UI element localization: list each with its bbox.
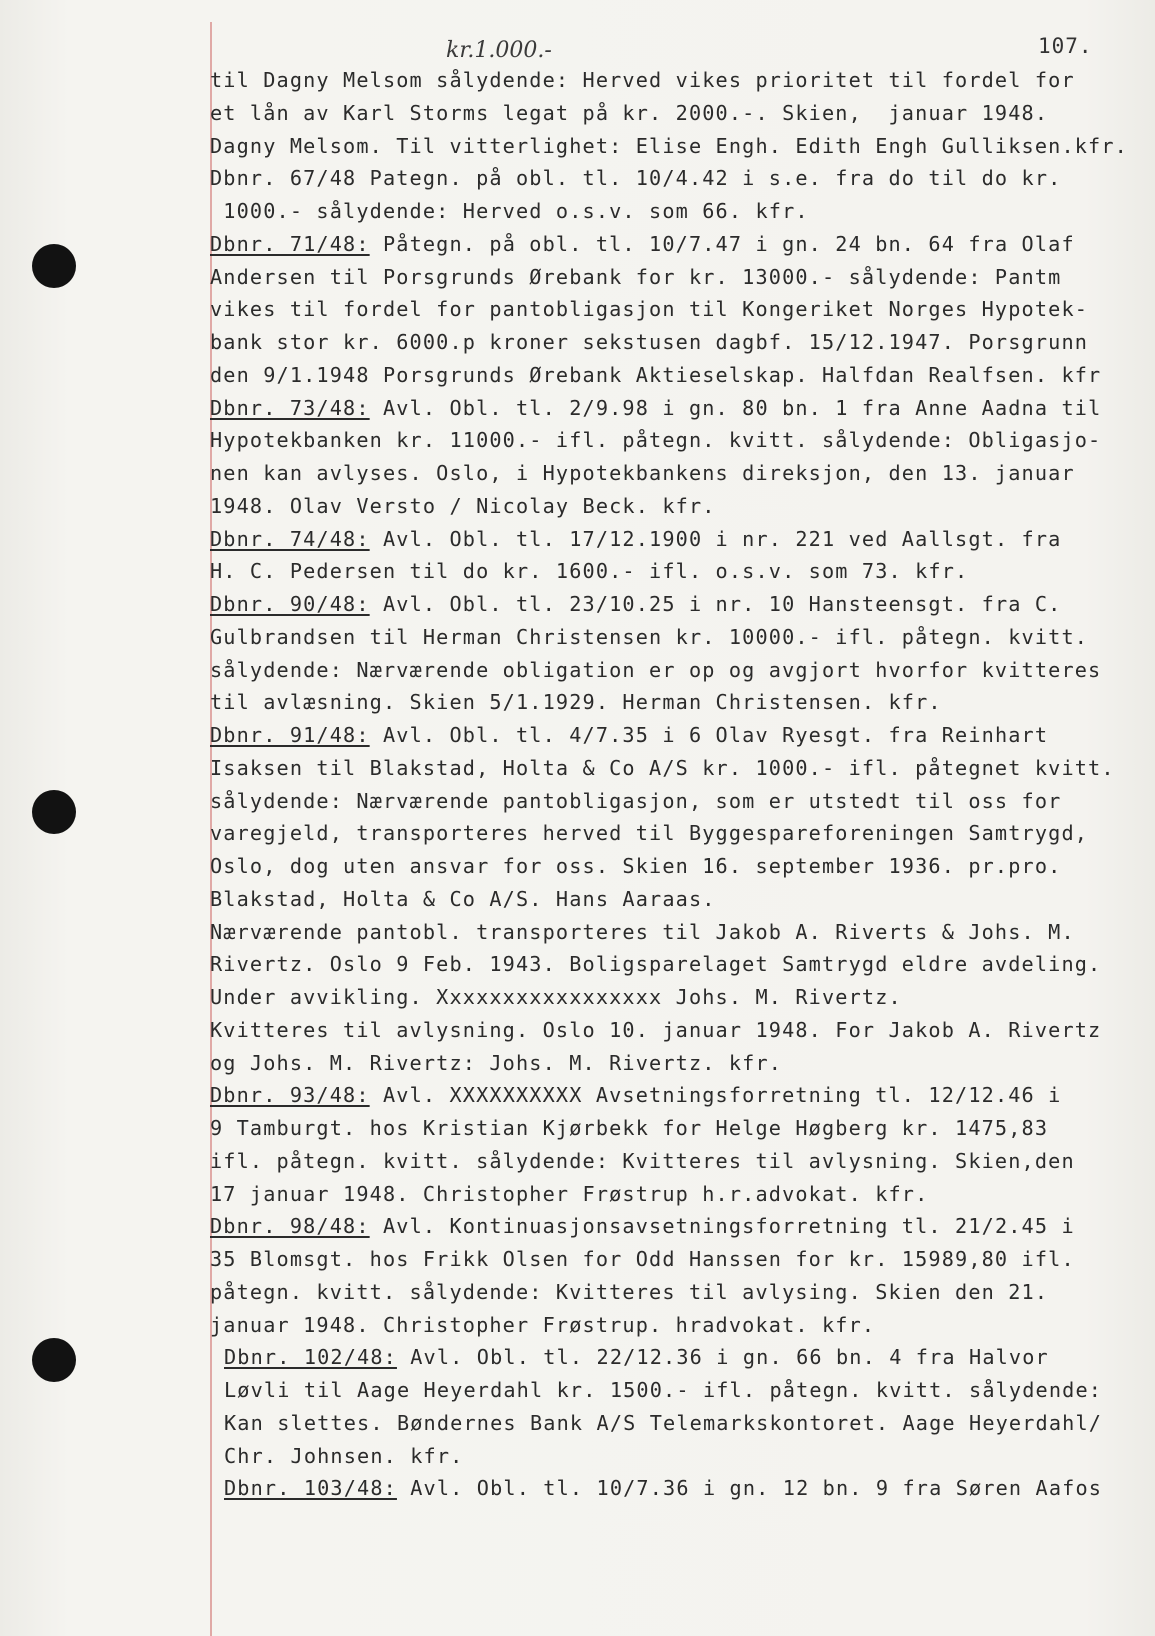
text-line <box>224 1407 1102 1439</box>
text-line <box>224 1374 1102 1406</box>
text-line <box>210 1276 1048 1308</box>
text-line <box>210 555 968 587</box>
dbnr-ref: Dbnr. 102/48: <box>224 1345 397 1370</box>
line-text: varegjeld, transporteres herved til Byggespareforeningen Samtrygd, <box>210 821 1089 846</box>
text-line <box>210 424 1101 456</box>
text-line <box>210 916 1075 948</box>
line-text: Avl. Obl. tl. 4/7.35 i 6 Olav Ryesgt. fra Reinhart <box>369 723 1049 747</box>
line-text: Isaksen til Blakstad, Holta & Co A/S kr. 1000.- ifl. påtegnet kvitt. <box>210 755 1115 780</box>
line-text: sålydende: Nærværende pantobligasjon, som er utstedt til oss for <box>210 788 1062 813</box>
text-line <box>224 1440 463 1472</box>
text-line <box>210 850 1061 882</box>
text-line <box>224 1472 1102 1504</box>
page-number: 107. <box>1038 34 1093 58</box>
line-text: Blakstad, Holta & Co A/S. Hans Aaraas. <box>210 886 716 911</box>
line-text: 35 Blomsgt. hos Frikk Olsen for Odd Hanssen for kr. 15989,80 ifl. <box>210 1247 1075 1271</box>
line-text: påtegn. kvitt. sålydende: Kvitteres til avlysing. Skien den 21. <box>210 1279 1049 1304</box>
line-text: til avlæsning. Skien 5/1.1929. Herman Christensen. kfr. <box>210 690 942 715</box>
line-text: bank stor kr. 6000.p kroner sekstusen dagbf. 15/12.1947. Porsgrunn <box>210 330 1089 354</box>
dbnr-ref: Dbnr. 73/48: <box>210 395 370 420</box>
line-text: Dbnr. 67/48 Pategn. på obl. tl. 10/4.42 i s.e. fra do til do kr. <box>210 166 1062 191</box>
text-line <box>210 1243 1075 1275</box>
text-line <box>210 981 902 1013</box>
text-line <box>210 228 1075 260</box>
line-text: Kvitteres til avlysning. Oslo 10. januar 1948. For Jakob A. Rivertz <box>210 1017 1102 1042</box>
text-line <box>210 654 1101 686</box>
dbnr-ref: Dbnr. 71/48: <box>210 231 370 256</box>
line-text: Avl. Obl. tl. 2/9.98 i gn. 80 bn. 1 fra Anne Aadna til <box>369 395 1102 420</box>
line-text: Løvli til Aage Heyerdahl kr. 1500.- ifl. påtegn. kvitt. sålydende: <box>224 1378 1103 1402</box>
line-text: 1000.- sålydende: Herved o.s.v. som 66. kfr. <box>210 199 809 223</box>
line-text: Nærværende pantobl. transporteres til Jakob A. Riverts & Johs. M. <box>210 919 1075 944</box>
text-line <box>210 883 716 915</box>
line-text: Chr. Johnsen. kfr. <box>224 1443 464 1468</box>
text-line <box>210 293 1088 325</box>
dbnr-ref: Dbnr. 98/48: <box>210 1214 370 1239</box>
line-text: Avl. Obl. tl. 10/7.36 i gn. 12 bn. 9 fra Søren Aafos <box>396 1476 1103 1501</box>
punch-hole <box>32 790 76 834</box>
text-line <box>210 621 1088 653</box>
text-line <box>210 64 1075 96</box>
line-text: Dagny Melsom. Til vitterlighet: Elise Engh. Edith Engh Gulliksen.kfr. <box>210 133 1128 158</box>
line-text: Andersen til Porsgrunds Ørebank for kr. 13000.- sålydende: Pantm <box>210 264 1062 289</box>
text-line <box>210 97 1048 129</box>
line-text: et lån av Karl Storms legat på kr. 2000.-. Skien, januar 1948. <box>210 100 1049 125</box>
text-line <box>210 162 1061 194</box>
line-text: Avl. Obl. tl. 22/12.36 i gn. 66 bn. 4 fra Halvor <box>396 1345 1049 1370</box>
line-text: Avl. Kontinuasjonsavsetningsforretning tl. 21/2.45 i <box>369 1214 1075 1239</box>
dbnr-ref: Dbnr. 90/48: <box>210 592 370 616</box>
text-line <box>210 686 942 718</box>
text-line <box>210 130 1128 162</box>
text-line <box>210 457 1075 489</box>
line-text: Rivertz. Oslo 9 Feb. 1943. Boligsparelaget Samtrygd eldre avdeling. <box>210 952 1102 977</box>
text-line <box>210 1047 782 1079</box>
dbnr-ref: Dbnr. 91/48: <box>210 723 370 747</box>
text-line <box>210 195 809 227</box>
text-line <box>210 326 1088 358</box>
line-text: sålydende: Nærværende obligation er op og avgjort hvorfor kvitteres <box>210 657 1102 682</box>
line-text: Oslo, dog uten ansvar for oss. Skien 16. september 1936. pr.pro. <box>210 854 1062 878</box>
line-text: nen kan avlyses. Oslo, i Hypotekbankens direksjon, den 13. januar <box>210 461 1075 485</box>
text-line <box>224 1341 1049 1373</box>
text-line <box>210 1309 875 1341</box>
text-line <box>210 1210 1075 1242</box>
line-text: den 9/1.1948 Porsgrunds Ørebank Aktieselskap. Halfdan Realfsen. kfr <box>210 362 1102 387</box>
text-line <box>210 359 1101 391</box>
dbnr-ref: Dbnr. 103/48: <box>224 1476 397 1501</box>
line-text: 9 Tamburgt. hos Kristian Kjørbekk for Helge Høgberg kr. 1475,83 <box>210 1116 1049 1140</box>
text-line <box>210 719 1048 751</box>
line-text: Kan slettes. Bøndernes Bank A/S Telemarkskontoret. Aage Heyerdahl/ <box>224 1410 1103 1435</box>
line-text: Påtegn. på obl. tl. 10/7.47 i gn. 24 bn. 64 fra Olaf <box>369 231 1075 256</box>
line-text: til Dagny Melsom sålydende: Herved vikes prioritet til fordel for <box>210 68 1075 92</box>
punch-hole <box>32 1338 76 1382</box>
text-line <box>210 817 1088 849</box>
text-line <box>210 1014 1101 1046</box>
text-line <box>210 752 1115 784</box>
line-text: Avl. Obl. tl. 23/10.25 i nr. 10 Hansteensgt. fra C. <box>369 592 1062 616</box>
text-line <box>210 1145 1075 1177</box>
dbnr-ref: Dbnr. 74/48: <box>210 526 370 551</box>
text-line <box>210 261 1061 293</box>
line-text: Avl. Obl. tl. 17/12.1900 i nr. 221 ved Aallsgt. fra <box>369 526 1062 551</box>
line-text: Avl. XXXXXXXXXX Avsetningsforretning tl. 12/12.46 i <box>369 1083 1062 1108</box>
line-text: Hypotekbanken kr. 11000.- ifl. påtegn. kvitt. sålydende: Obligasjo- <box>210 428 1102 453</box>
text-line <box>210 490 716 522</box>
punch-hole <box>32 244 76 288</box>
text-line <box>210 948 1101 980</box>
line-text: ifl. påtegn. kvitt. sålydende: Kvitteres til avlysning. Skien,den <box>210 1148 1075 1173</box>
marginal-annotation: kr.1.000.- <box>446 38 552 63</box>
text-line <box>210 1178 928 1210</box>
line-text: Gulbrandsen til Herman Christensen kr. 10000.- ifl. påtegn. kvitt. <box>210 624 1089 649</box>
text-line <box>210 785 1061 817</box>
text-line <box>210 392 1101 424</box>
line-text: H. C. Pedersen til do kr. 1600.- ifl. o.s.v. som 73. kfr. <box>210 559 969 584</box>
dbnr-ref: Dbnr. 93/48: <box>210 1083 370 1108</box>
text-line <box>210 523 1061 555</box>
line-text: og Johs. M. Rivertz: Johs. M. Rivertz. kfr. <box>210 1050 783 1075</box>
line-text: vikes til fordel for pantobligasjon til Kongeriket Norges Hypotek- <box>210 297 1089 322</box>
line-text: Under avvikling. Xxxxxxxxxxxxxxxxx Johs. M. Rivertz. <box>210 985 902 1009</box>
text-line <box>210 1112 1048 1144</box>
line-text: 1948. Olav Versto / Nicolay Beck. kfr. <box>210 493 716 518</box>
line-text: januar 1948. Christopher Frøstrup. hradvokat. kfr. <box>210 1312 876 1337</box>
line-text: 17 januar 1948. Christopher Frøstrup h.r.advokat. kfr. <box>210 1181 929 1206</box>
text-line <box>210 588 1061 620</box>
text-line <box>210 1079 1061 1111</box>
